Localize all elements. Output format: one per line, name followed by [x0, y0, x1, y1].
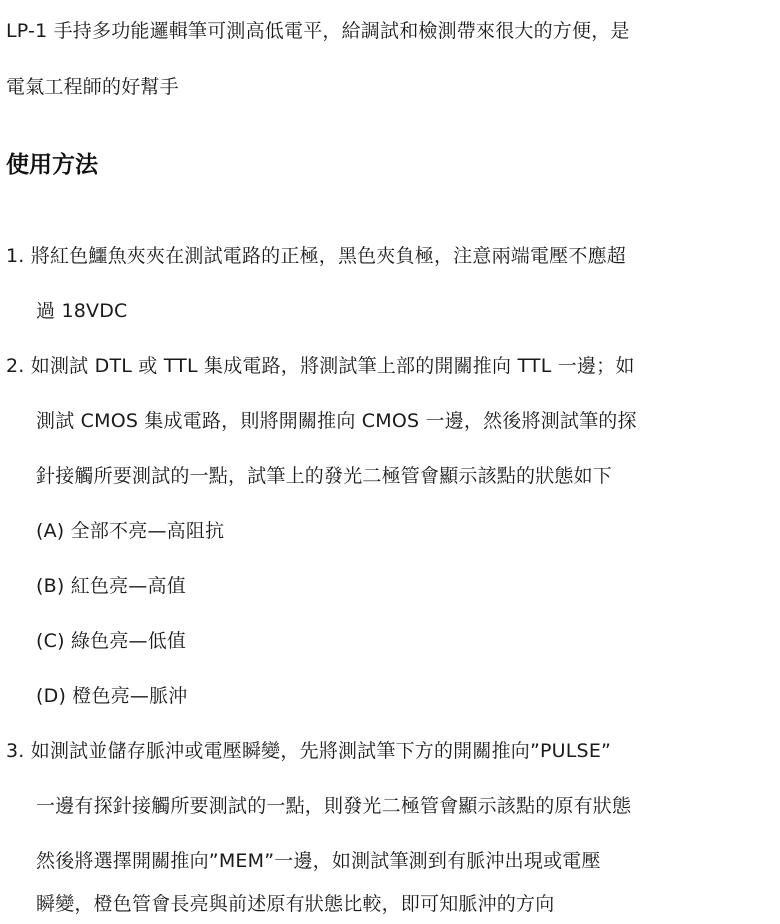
step-3-line-1: 3. 如測試並儲存脈沖或電壓瞬變，先將測試筆下方的開關推向”PULSE”: [6, 740, 612, 762]
step-2-sub-item-c: (C) 綠色亮—低值: [36, 630, 187, 652]
step-2-line-1: 2. 如測試 DTL 或 TTL 集成電路，將測試筆上部的開關推向 TTL 一邊；如: [6, 355, 635, 377]
section-heading: 使用方法: [6, 152, 98, 178]
step-2-sub-item-b: (B) 紅色亮—高值: [36, 575, 186, 597]
step-3-line-4: 瞬變，橙色管會長亮與前述原有狀態比較，即可知脈沖的方向: [36, 893, 555, 915]
step-1-line-1: 1. 將紅色鱷魚夾夾在測試電路的正極，黑色夾負極，注意兩端電壓不應超: [6, 245, 626, 267]
step-2-line-3: 針接觸所要測試的一點，試筆上的發光二極管會顯示該點的狀態如下: [36, 465, 613, 487]
step-3-line-3: 然後將選擇開關推向”MEM”一邊，如測試筆測到有脈沖出現或電壓: [36, 850, 601, 872]
intro-line-2: 電氣工程師的好幫手: [6, 76, 179, 98]
step-2-sub-item-a: (A) 全部不亮—高阻抗: [36, 520, 225, 542]
step-3-line-2: 一邊有探針接觸所要測試的一點，則發光二極管會顯示該點的原有狀態: [36, 795, 632, 817]
step-2-line-2: 測試 CMOS 集成電路，則將開關推向 CMOS 一邊，然後將測試筆的探: [36, 410, 637, 432]
step-1-line-2: 過 18VDC: [36, 300, 128, 322]
intro-line-1: LP-1 手持多功能邏輯筆可測高低電平，給調試和檢測帶來很大的方便，是: [6, 20, 630, 42]
step-2-sub-item-d: (D) 橙色亮—脈沖: [36, 685, 188, 707]
